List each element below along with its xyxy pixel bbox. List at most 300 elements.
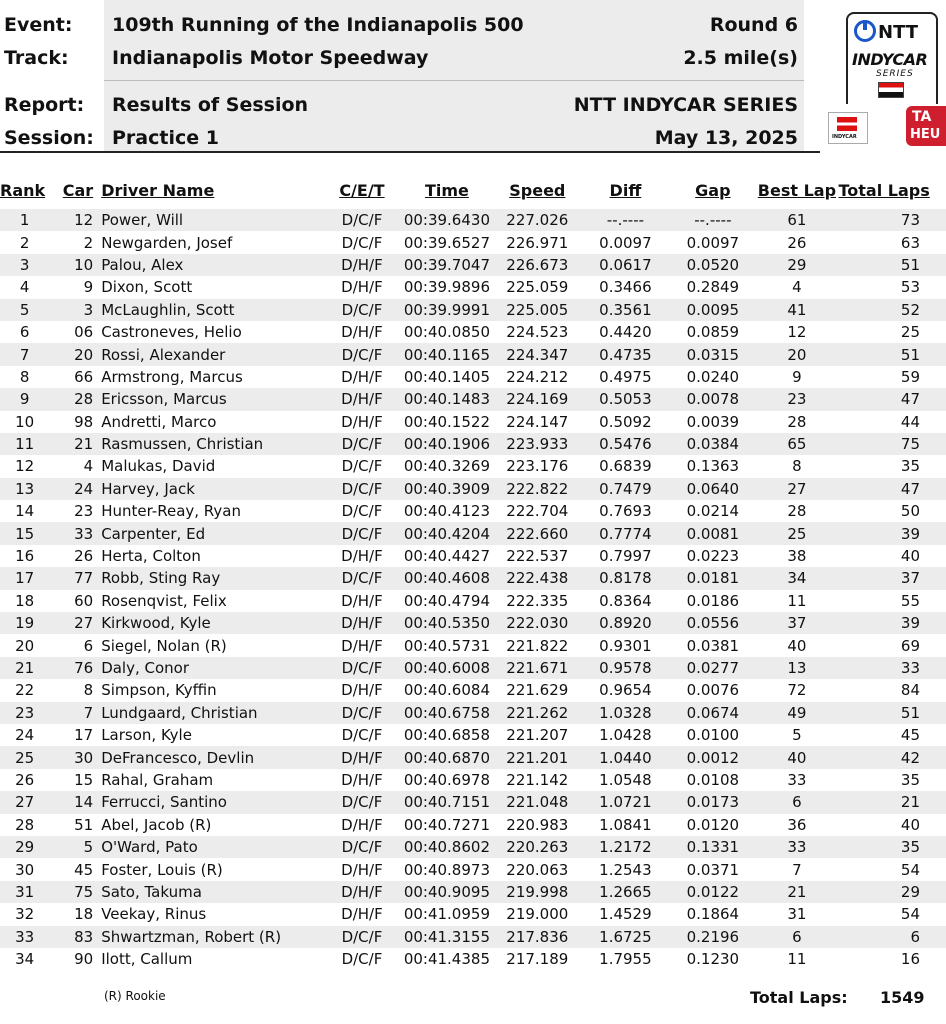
cell-driver-name: Ericsson, Marcus [101,388,324,410]
cell-driver-name: McLaughlin, Scott [101,299,324,321]
table-row [0,769,946,791]
track-length: 2.5 mile(s) [683,47,798,69]
cell-lap-time: 00:39.6527 [403,233,490,252]
cell-best-lap: 21 [755,881,838,903]
table-row [0,366,946,388]
cell-driver-name: Rossi, Alexander [101,343,324,365]
cell-lap-time: 00:40.4123 [403,502,490,521]
table-row [0,209,946,231]
indycar-badge-logo [828,112,868,144]
cell-driver-name: Kirkwood, Kyle [101,612,324,634]
table-row [0,612,946,634]
cell-diff: 1.6725 [580,926,670,948]
cell-lap-time: 00:39.9896 [403,278,490,297]
cell-driver-name: Simpson, Kyffin [101,681,217,700]
cell-lap-time: 00:40.1906 [400,433,495,455]
logo-ntt-text: NTT [878,22,919,43]
cell-gap: 0.0640 [670,478,755,500]
cell-lap-time: 00:41.4385 [403,950,490,969]
cell-lap-time: 00:39.9991 [400,299,495,321]
table-row [0,926,946,948]
cell-cet: D/H/F [341,681,383,700]
cell-diff: 0.8178 [580,567,670,589]
cell-best-lap: 26 [787,233,807,252]
cell-best-lap: 38 [787,547,807,566]
cell-cet: D/C/F [324,478,399,500]
cell-total-laps: 50 [900,502,920,521]
table-row [0,724,946,746]
table-row [0,791,946,813]
cell-best-lap: 72 [787,681,807,700]
cell-rank: 4 [19,278,30,297]
cell-best-lap: 11 [787,950,807,969]
cell-speed: 221.671 [494,657,580,679]
cell-gap: 0.0556 [670,612,755,634]
tag-text-top: TA [912,109,932,125]
cell-car-number: 75 [49,881,101,903]
cell-rank: 34 [15,950,35,969]
session-name: Practice 1 [112,127,219,149]
col-gap: Gap [695,181,731,200]
cell-driver-name: Foster, Louis (R) [101,860,223,879]
cell-car-number: 33 [49,522,101,544]
cell-rank: 33 [0,926,49,948]
cell-best-lap: 33 [787,770,807,789]
cell-total-laps: 51 [839,343,946,365]
cell-total-laps: 35 [839,836,946,858]
table-row [0,903,946,925]
cell-car-number: 06 [74,323,94,342]
cell-gap: 0.0214 [686,502,740,521]
cell-best-lap: 40 [755,746,838,768]
table-row [0,634,946,656]
cell-speed: 220.263 [494,836,580,858]
cell-speed: 221.048 [494,791,580,813]
cell-lap-time: 00:40.4427 [403,547,490,566]
cell-cet: D/C/F [341,726,383,745]
table-row [0,231,946,253]
cell-diff: 0.9654 [599,681,652,700]
cell-speed: 217.189 [506,950,569,969]
cell-diff: 0.8920 [580,612,670,634]
cell-cet: D/H/F [341,591,383,610]
cell-cet: D/H/F [341,860,383,879]
cell-gap: 0.0078 [670,388,755,410]
cell-driver-name: Castroneves, Helio [101,323,242,342]
cell-lap-time: 00:40.1522 [403,412,490,431]
cell-gap: 0.0859 [686,323,740,342]
cell-cet: D/C/F [324,209,399,231]
cell-rank: 14 [15,502,35,521]
cell-driver-name: Newgarden, Josef [101,233,233,252]
cell-driver-name: Robb, Sting Ray [101,567,324,589]
cell-total-laps: 59 [900,367,920,386]
cell-driver-name: Daly, Conor [101,657,324,679]
cell-car-number: 14 [49,791,101,813]
cell-car-number: 5 [49,836,101,858]
cell-driver-name: Lundgaard, Christian [101,702,324,724]
header-divider [104,80,804,81]
table-row [0,881,946,903]
cell-cet: D/C/F [341,233,383,252]
cell-speed: 226.673 [494,254,580,276]
cell-rank: 11 [0,433,49,455]
cell-car-number: 18 [74,905,94,924]
cell-lap-time: 00:40.9095 [400,881,495,903]
cell-diff: 1.0328 [580,702,670,724]
table-row [0,478,946,500]
cell-best-lap: 61 [755,209,838,231]
cell-gap: 0.2196 [670,926,755,948]
tag-heuer-logo [906,106,946,146]
col-time: Time [424,181,469,200]
cell-speed: 221.262 [494,702,580,724]
cell-total-laps: 52 [839,299,946,321]
cell-cet: D/C/F [324,343,399,365]
cell-cet: D/H/F [341,770,383,789]
cell-gap: 0.0097 [686,233,740,252]
cell-best-lap: 8 [792,457,802,476]
table-row [0,500,946,522]
cell-speed: 225.005 [494,299,580,321]
cell-lap-time: 00:40.8973 [403,860,490,879]
cell-driver-name: Rosenqvist, Felix [101,591,227,610]
cell-total-laps: 37 [839,567,946,589]
cell-driver-name: Larson, Kyle [101,726,192,745]
cell-diff: 0.4975 [599,367,652,386]
cell-rank: 6 [19,323,30,342]
cell-speed: 221.629 [506,681,569,700]
total-laps-label: Total Laps: [750,988,848,1007]
cell-lap-time: 00:40.3269 [403,457,490,476]
cell-lap-time: 00:41.3155 [400,926,495,948]
cell-speed: 222.537 [506,547,569,566]
cell-lap-time: 00:39.7047 [400,254,495,276]
cell-car-number: 9 [83,278,94,297]
cell-lap-time: 00:40.6084 [403,681,490,700]
cell-car-number: 28 [49,388,101,410]
cell-speed: 222.030 [494,612,580,634]
cell-total-laps: 45 [900,726,920,745]
col-car: Car [62,181,94,200]
cell-rank: 27 [0,791,49,813]
cell-cet: D/H/F [341,815,383,834]
cell-speed: 225.059 [506,278,569,297]
cell-driver-name: O'Ward, Pato [101,836,324,858]
cell-cet: D/C/F [324,522,399,544]
table-row [0,746,946,768]
cell-rank: 5 [0,299,49,321]
cell-gap: 0.0674 [670,702,755,724]
cell-total-laps: 84 [900,681,920,700]
cell-speed: 227.026 [494,209,580,231]
cell-car-number: 21 [49,433,101,455]
ntt-circle-icon [854,20,876,42]
col-driver: Driver Name [101,181,215,200]
table-row [0,254,946,276]
cell-driver-name: Abel, Jacob (R) [101,815,212,834]
cell-total-laps: 40 [900,547,920,566]
cell-speed: 222.822 [494,478,580,500]
cell-total-laps: 35 [900,770,920,789]
cell-diff: --.---- [580,209,670,231]
cell-diff: 0.5053 [580,388,670,410]
cell-rank: 29 [0,836,49,858]
cell-total-laps: 29 [839,881,946,903]
cell-total-laps: 51 [839,702,946,724]
cell-total-laps: 35 [900,457,920,476]
cell-car-number: 15 [74,770,94,789]
cell-best-lap: 13 [755,657,838,679]
cell-lap-time: 00:40.7271 [403,815,490,834]
cell-total-laps: 25 [900,323,920,342]
cell-driver-name: Hunter-Reay, Ryan [101,502,241,521]
cell-total-laps: 73 [839,209,946,231]
cell-best-lap: 33 [755,836,838,858]
cell-total-laps: 54 [900,905,920,924]
cell-speed: 222.438 [494,567,580,589]
cell-lap-time: 00:40.6008 [400,657,495,679]
cell-lap-time: 00:40.5350 [400,612,495,634]
cell-car-number: 76 [49,657,101,679]
cell-best-lap: 28 [787,502,807,521]
cell-diff: 1.0548 [599,770,652,789]
cell-rank: 13 [0,478,49,500]
cell-rank: 17 [0,567,49,589]
cell-gap: 0.0039 [686,412,740,431]
cell-car-number: 3 [49,299,101,321]
cell-rank: 21 [0,657,49,679]
cell-best-lap: 37 [755,612,838,634]
cell-diff: 1.0428 [599,726,652,745]
cell-gap: 0.0173 [670,791,755,813]
cell-best-lap: 4 [792,278,802,297]
cell-total-laps: 44 [900,412,920,431]
results-table [0,181,946,970]
table-row [0,814,946,836]
cell-cet: D/C/F [324,926,399,948]
cell-car-number: 8 [83,681,94,700]
cell-speed: 224.523 [506,323,569,342]
cell-diff: 0.9301 [599,636,652,655]
table-header-row [0,181,946,209]
table-row [0,702,946,724]
cell-best-lap: 65 [755,433,838,455]
cell-cet: D/H/F [341,636,383,655]
cell-rank: 16 [15,547,35,566]
table-row [0,299,946,321]
cell-cet: D/H/F [341,547,383,566]
cell-lap-time: 00:40.8602 [400,836,495,858]
cell-gap: 0.0240 [686,367,740,386]
cell-rank: 12 [15,457,35,476]
cell-gap: 0.0315 [670,343,755,365]
track-name: Indianapolis Motor Speedway [112,47,429,69]
cell-car-number: 10 [49,254,101,276]
cell-rank: 1 [0,209,49,231]
cell-best-lap: 25 [755,522,838,544]
cell-cet: D/H/F [324,254,399,276]
event-name: 109th Running of the Indianapolis 500 [112,14,524,36]
cell-car-number: 24 [49,478,101,500]
cell-rank: 20 [15,636,35,655]
cell-car-number: 20 [49,343,101,365]
cell-total-laps: 40 [900,815,920,834]
cell-diff: 0.5476 [580,433,670,455]
cell-best-lap: 5 [792,726,802,745]
total-laps-value: 1549 [880,988,925,1007]
cell-cet: D/C/F [324,299,399,321]
cell-rank: 7 [0,343,49,365]
table-row [0,455,946,477]
cell-gap: 0.0081 [670,522,755,544]
round-number: Round 6 [709,14,798,36]
cell-diff: 0.7479 [580,478,670,500]
cell-diff: 0.7693 [599,502,652,521]
cell-car-number: 66 [74,367,94,386]
cell-diff: 0.4420 [599,323,652,342]
cell-gap: 0.0223 [686,547,740,566]
cell-gap: 0.1331 [670,836,755,858]
cell-gap: 0.0181 [670,567,755,589]
cell-rank: 19 [0,612,49,634]
cell-car-number: 12 [49,209,101,231]
col-cet: C/E/T [339,181,385,200]
ntt-indycar-logo [846,12,938,104]
table-row [0,343,946,365]
cell-driver-name: Carpenter, Ed [101,522,324,544]
cell-car-number: 27 [49,612,101,634]
cell-diff: 1.0841 [599,815,652,834]
cell-diff: 0.3466 [599,278,652,297]
cell-gap: 0.0371 [686,860,740,879]
cell-driver-name: Sato, Takuma [101,881,324,903]
cell-best-lap: 27 [755,478,838,500]
table-row [0,433,946,455]
cell-speed: 220.063 [506,860,569,879]
cell-lap-time: 00:40.6858 [403,726,490,745]
cell-best-lap: 31 [787,905,807,924]
cell-lap-time: 00:40.7151 [400,791,495,813]
cell-gap: 0.2849 [686,278,740,297]
logo-indycar-text: INDYCAR [852,50,928,69]
cell-diff: 1.4529 [599,905,652,924]
cell-speed: 223.933 [494,433,580,455]
cell-lap-time: 00:41.0959 [403,905,490,924]
cell-cet: D/C/F [324,567,399,589]
cell-driver-name: DeFrancesco, Devlin [101,746,324,768]
event-label: Event: [4,14,73,36]
cell-cet: D/H/F [324,388,399,410]
cell-lap-time: 00:40.1165 [400,343,495,365]
cell-lap-time: 00:40.6870 [400,746,495,768]
tag-text-bottom: HEU [910,127,941,142]
cell-cet: D/H/F [324,746,399,768]
cell-speed: 221.207 [506,726,569,745]
cell-speed: 217.836 [494,926,580,948]
cell-speed: 219.998 [494,881,580,903]
cell-speed: 221.822 [506,636,569,655]
cell-speed: 219.000 [506,905,569,924]
table-row [0,388,946,410]
cell-cet: D/H/F [324,881,399,903]
cell-speed: 224.169 [494,388,580,410]
cell-car-number: 60 [74,591,94,610]
cell-cet: D/C/F [324,702,399,724]
cell-best-lap: 9 [792,367,802,386]
cell-rank: 31 [0,881,49,903]
cell-diff: 0.0617 [580,254,670,276]
cell-car-number: 2 [83,233,94,252]
cell-total-laps: 16 [900,950,920,969]
cell-rank: 10 [15,412,35,431]
table-row [0,657,946,679]
cell-gap: 0.0122 [670,881,755,903]
cell-gap: 0.0012 [670,746,755,768]
cell-lap-time: 00:40.6978 [403,770,490,789]
cell-lap-time: 00:40.0850 [403,323,490,342]
table-row [0,411,946,433]
cell-car-number: 45 [74,860,94,879]
cell-speed: 221.142 [506,770,569,789]
cell-gap: 0.0277 [670,657,755,679]
col-best-lap: Best Lap [757,181,837,200]
cell-best-lap: 36 [787,815,807,834]
cell-car-number: 83 [49,926,101,948]
cell-car-number: 77 [49,567,101,589]
cell-diff: 0.6839 [599,457,652,476]
cell-total-laps: 51 [839,254,946,276]
cell-gap: 0.1363 [686,457,740,476]
table-row [0,321,946,343]
cell-cet: D/C/F [341,950,383,969]
cell-car-number: 6 [83,636,94,655]
cell-speed: 223.176 [506,457,569,476]
cell-gap: 0.0108 [686,770,740,789]
cell-total-laps: 54 [900,860,920,879]
cell-total-laps: 39 [839,522,946,544]
cell-diff: 1.0440 [580,746,670,768]
cell-cet: D/C/F [324,657,399,679]
cell-cet: D/C/F [341,457,383,476]
cell-driver-name: Rahal, Graham [101,770,214,789]
cell-total-laps: 42 [839,746,946,768]
cell-best-lap: 7 [792,860,802,879]
cell-rank: 22 [15,681,35,700]
cell-total-laps: 33 [839,657,946,679]
report-header [0,0,946,155]
cell-rank: 26 [15,770,35,789]
cell-driver-name: Shwartzman, Robert (R) [101,926,324,948]
cell-gap: 0.0520 [670,254,755,276]
cell-gap: 0.0186 [686,591,740,610]
cell-best-lap: 23 [755,388,838,410]
cell-gap: 0.1230 [686,950,740,969]
logo-series-text: SERIES [876,69,914,79]
cell-cet: D/H/F [341,323,383,342]
cell-lap-time: 00:40.1405 [403,367,490,386]
cell-rank: 3 [0,254,49,276]
cell-driver-name: Harvey, Jack [101,478,324,500]
cell-cet: D/C/F [324,791,399,813]
cell-lap-time: 00:40.1483 [400,388,495,410]
cell-diff: 0.7774 [580,522,670,544]
cell-driver-name: Veekay, Rinus [101,905,207,924]
cell-diff: 0.5092 [599,412,652,431]
cell-driver-name: Armstrong, Marcus [101,367,243,386]
cell-rank: 18 [15,591,35,610]
table-row [0,545,946,567]
